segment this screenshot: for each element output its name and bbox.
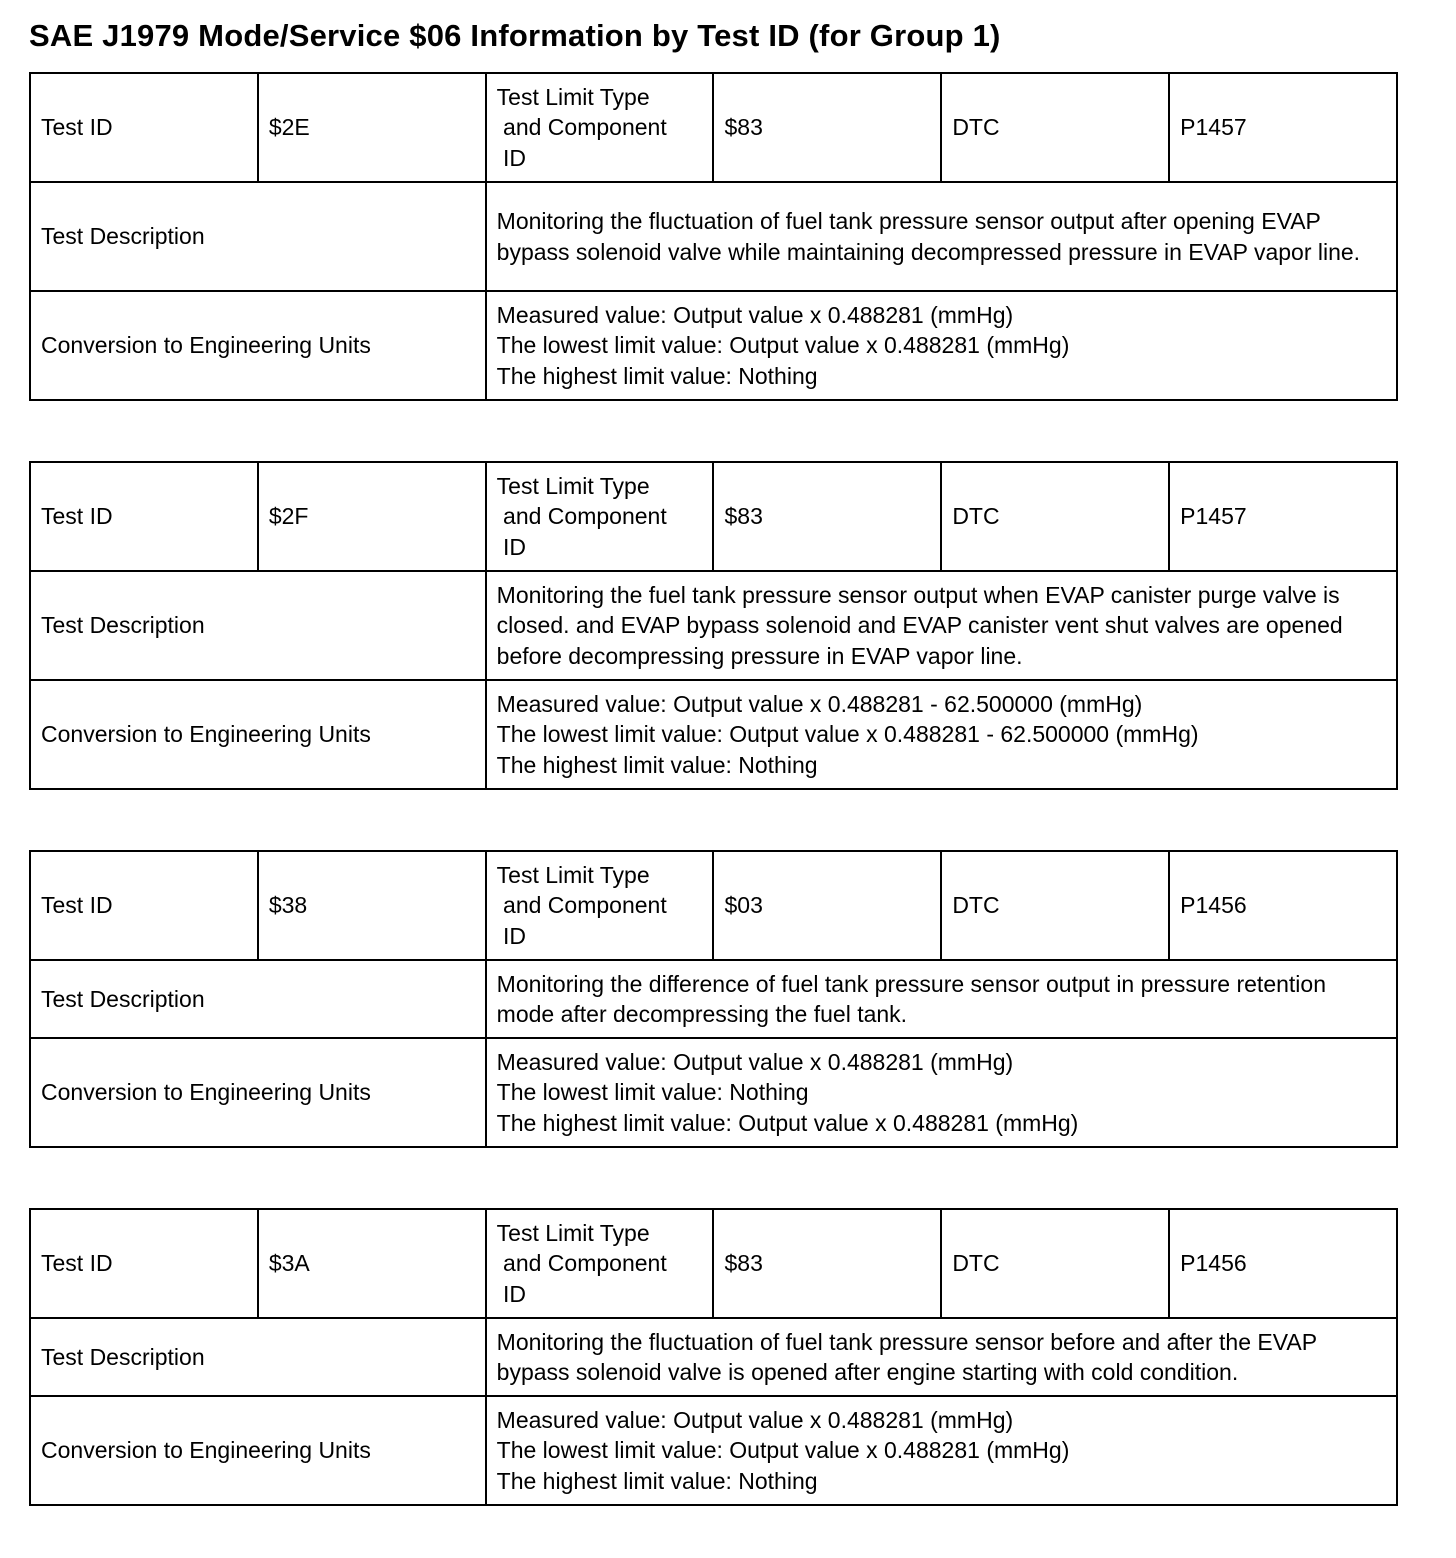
highest-limit-line: The highest limit value: Nothing — [496, 751, 818, 778]
test-id-label: Test ID — [30, 73, 258, 182]
label-line: ID — [496, 144, 527, 171]
page-title: SAE J1979 Mode/Service $06 Information by Test ID (for Group 1) — [29, 18, 1001, 53]
test-limit-type-label — [486, 851, 714, 960]
dtc-label: DTC — [941, 851, 1169, 960]
test-table — [29, 1208, 1398, 1506]
test-id-row — [30, 73, 1397, 182]
test-id-label: Test ID — [30, 462, 258, 571]
conversion-value — [486, 680, 1397, 789]
label-line: Test Limit Type — [496, 83, 650, 110]
test-description-row — [30, 182, 1397, 291]
conversion-label: Conversion to Engineering Units — [30, 291, 486, 400]
test-id-value: $2E — [258, 73, 486, 182]
conversion-label: Conversion to Engineering Units — [30, 1396, 486, 1505]
conversion-row — [30, 680, 1397, 789]
dtc-label: DTC — [941, 462, 1169, 571]
test-limit-type-value: $83 — [713, 1209, 941, 1318]
label-line: and Component — [496, 503, 667, 530]
test-description-value: Monitoring the fluctuation of fuel tank pressure sensor before and after the EVAP bypass solenoid valve is opened after engine starting with cold condition. — [486, 1318, 1397, 1396]
test-limit-type-value: $83 — [713, 73, 941, 182]
conversion-value — [486, 1038, 1397, 1147]
highest-limit-line: The highest limit value: Nothing — [496, 1467, 818, 1494]
label-line: Test Limit Type — [496, 472, 650, 499]
dtc-label: DTC — [941, 1209, 1169, 1318]
dtc-value: P1457 — [1169, 462, 1397, 571]
test-id-row — [30, 462, 1397, 571]
measured-value-line: Measured value: Output value x 0.488281 (mmHg) — [496, 301, 1014, 328]
label-line: and Component — [496, 1250, 667, 1277]
dtc-value: P1456 — [1169, 1209, 1397, 1318]
label-line: ID — [496, 922, 527, 949]
measured-value-line: Measured value: Output value x 0.488281 (mmHg) — [496, 1406, 1014, 1433]
label-line: and Component — [496, 114, 667, 141]
label-line: ID — [496, 1280, 527, 1307]
test-limit-type-label — [486, 73, 714, 182]
test-id-value: $3A — [258, 1209, 486, 1318]
conversion-row — [30, 1396, 1397, 1505]
test-description-label: Test Description — [30, 182, 486, 291]
conversion-value — [486, 291, 1397, 400]
label-line: ID — [496, 533, 527, 560]
lowest-limit-line: The lowest limit value: Output value x 0.488281 - 62.500000 (mmHg) — [496, 721, 1199, 748]
conversion-row — [30, 1038, 1397, 1147]
highest-limit-line: The highest limit value: Output value x 0.488281 (mmHg) — [496, 1109, 1079, 1136]
test-limit-type-label — [486, 1209, 714, 1318]
test-description-value: Monitoring the difference of fuel tank pressure sensor output in pressure retention mode after decompressing the fuel tank. — [486, 960, 1397, 1038]
lowest-limit-line: The lowest limit value: Output value x 0.488281 (mmHg) — [496, 332, 1070, 359]
dtc-value: P1457 — [1169, 73, 1397, 182]
test-limit-type-label — [486, 462, 714, 571]
test-table — [29, 72, 1398, 401]
label-line: and Component — [496, 892, 667, 919]
test-description-value: Monitoring the fuel tank pressure sensor output when EVAP canister purge valve is closed. and EVAP bypass solenoid and EVAP canister vent shut valves are opened before decompressing pressure in EVAP vapor line. — [486, 571, 1397, 680]
test-limit-type-value: $83 — [713, 462, 941, 571]
test-description-value: Monitoring the fluctuation of fuel tank pressure sensor output after opening EVAP bypass solenoid valve while maintaining decompressed pressure in EVAP vapor line. — [486, 182, 1397, 291]
measured-value-line: Measured value: Output value x 0.488281 - 62.500000 (mmHg) — [496, 690, 1143, 717]
lowest-limit-line: The lowest limit value: Nothing — [496, 1079, 809, 1106]
test-description-label: Test Description — [30, 1318, 486, 1396]
conversion-label: Conversion to Engineering Units — [30, 1038, 486, 1147]
test-table — [29, 850, 1398, 1148]
dtc-value: P1456 — [1169, 851, 1397, 960]
test-id-label: Test ID — [30, 1209, 258, 1318]
dtc-label: DTC — [941, 73, 1169, 182]
test-description-label: Test Description — [30, 960, 486, 1038]
test-description-label: Test Description — [30, 571, 486, 680]
conversion-label: Conversion to Engineering Units — [30, 680, 486, 789]
measured-value-line: Measured value: Output value x 0.488281 (mmHg) — [496, 1048, 1014, 1075]
test-description-row — [30, 960, 1397, 1038]
test-description-row — [30, 571, 1397, 680]
test-id-label: Test ID — [30, 851, 258, 960]
test-id-value: $2F — [258, 462, 486, 571]
highest-limit-line: The highest limit value: Nothing — [496, 362, 818, 389]
test-id-row — [30, 851, 1397, 960]
conversion-value — [486, 1396, 1397, 1505]
label-line: Test Limit Type — [496, 1219, 650, 1246]
test-id-value: $38 — [258, 851, 486, 960]
test-limit-type-value: $03 — [713, 851, 941, 960]
test-id-row — [30, 1209, 1397, 1318]
lowest-limit-line: The lowest limit value: Output value x 0.488281 (mmHg) — [496, 1437, 1070, 1464]
conversion-row — [30, 291, 1397, 400]
test-table — [29, 461, 1398, 790]
label-line: Test Limit Type — [496, 861, 650, 888]
test-description-row — [30, 1318, 1397, 1396]
